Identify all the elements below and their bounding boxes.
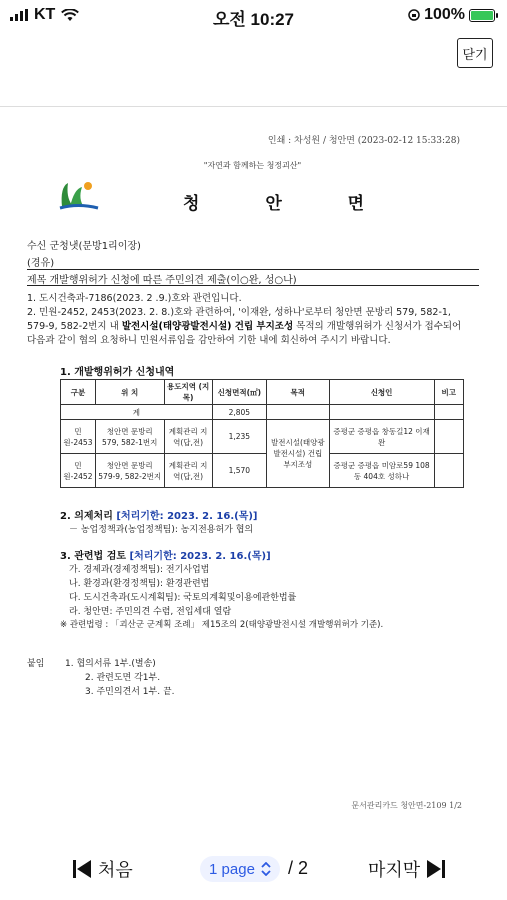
section-1-title: 1. 개발행위허가 신청내역: [60, 367, 175, 378]
section-3-item: 다. 도시건축과(도시계획팀): 국토의계획및이용에관한법률: [69, 593, 297, 603]
cell-purpose: 발전시설(태양광 발전시설) 건립 부지조성: [267, 420, 330, 488]
table-header: 목적: [267, 380, 330, 405]
subject-line: 제목 개발행위허가 신청에 따른 주민의견 제출(이○완, 성○나): [27, 275, 297, 286]
cell-applicant: 증평군 증평읍 창동길12 이재완: [329, 420, 434, 454]
section-3-title: [60, 547, 271, 562]
paragraph-2-text-end: 목적의 개발행위허가 신청서가 접수되어 다음과 같이 협의 요청하니 민원서류임을 감안하여 기한 내에 회신하여 주시기 바랍니다.: [27, 321, 462, 346]
table-header: 비고: [434, 380, 463, 405]
cell-area: 1,235: [212, 420, 266, 454]
carrier-label: KT: [34, 6, 56, 23]
cell-location: 청안면 문방리 579, 582-1번지: [95, 420, 164, 454]
page-total: / 2: [288, 858, 309, 878]
cell-area: 1,570: [212, 454, 266, 488]
total-label: 계: [61, 405, 213, 420]
section-3-label: 3. 관련법 검토: [60, 551, 130, 562]
paragraph-2-text: 2. 민원-2452, 2453(2023. 2. 8.)호와 관련하여, '이재완, 성하나'로부터 청안면 문방리 579, 582-1, 579-9, 582-2번지 내: [27, 307, 451, 332]
document-title: 청 안 면: [183, 194, 395, 214]
last-page-label: 마지막: [368, 860, 421, 880]
cell-zone: 계획관리 지역(답,전): [164, 420, 212, 454]
paragraph-2-bold: 발전시설(태양광발전시설) 건립 부지조성: [121, 321, 294, 332]
section-2-item: － 농업정책과(농업정책팀): 농지전용허가 협의: [69, 525, 254, 535]
attachments-label: 붙임: [27, 659, 45, 669]
skip-to-end-icon: [426, 859, 446, 879]
skip-to-start-icon: [72, 859, 92, 879]
document-viewer[interactable]: [0, 106, 507, 829]
page-navigation: [0, 846, 507, 896]
print-info: 인쇄 : 차성원 / 청안면 (2023-02-12 15:33:28): [267, 136, 460, 146]
goesan-logo-icon: [58, 177, 100, 211]
section-3-item: 나. 환경과(환경정책팀): 환경관련법: [69, 579, 210, 589]
cell-type: 민원-2452: [61, 454, 96, 488]
cell-applicant: 증평군 증평읍 미암로59 108동 404호 성하나: [329, 454, 434, 488]
cell-type: 민원-2453: [61, 420, 96, 454]
paragraph-1: 1. 도시건축과-7186(2023. 2 .9.)호와 관련입니다.: [27, 293, 242, 304]
section-3-deadline: [처리기한: 2023. 2. 16.(목)]: [129, 551, 271, 562]
first-page-label: 처음: [98, 860, 133, 880]
first-page-button[interactable]: [72, 856, 133, 882]
page-select-value: 1 page: [209, 860, 255, 878]
recipient-line: 수신 군청냇(문방1리이장): [27, 241, 141, 252]
battery-icon: [469, 9, 495, 22]
table-row: [61, 420, 464, 454]
last-page-button[interactable]: [368, 856, 446, 882]
section-3-item: 가. 경제과(경제정책팀): 전기사업법: [69, 565, 210, 575]
section-3-item: 라. 청안면: 주민의견 수렴, 전입세대 열람: [69, 607, 232, 617]
table-row: [61, 454, 464, 488]
total-area: 2,805: [212, 405, 266, 420]
section-2-deadline: [처리기한: 2023. 2. 16.(목)]: [116, 511, 258, 522]
attachment-item: 3. 주민의견서 1부. 끝.: [85, 687, 175, 697]
table-header: 구분: [61, 380, 96, 405]
status-right: [408, 6, 495, 24]
close-button[interactable]: 닫기: [457, 38, 493, 68]
chevron-updown-icon: [261, 862, 271, 876]
attachment-item: 1. 협의서류 1부.(별송): [65, 659, 156, 669]
status-bar: [0, 0, 507, 30]
attachment-item: 2. 관련도면 각1부.: [85, 673, 161, 683]
page-select[interactable]: [200, 856, 280, 882]
divider: [27, 285, 479, 286]
table-header: 신청면적(㎡): [212, 380, 266, 405]
divider: [27, 269, 479, 270]
battery-percent: 100%: [424, 6, 465, 23]
section-3-note: ※ 관련법령 : 「괴산군 군계획 조례」 제15조의 2(태양광발전시설 개발행위허가 기준).: [60, 620, 384, 630]
table-header: 신청인: [329, 380, 434, 405]
status-time: 오전 10:27: [212, 10, 295, 29]
document-page: [3, 107, 502, 827]
application-table: [60, 379, 464, 488]
orientation-lock-icon: [408, 9, 420, 21]
section-2-title: [60, 507, 258, 522]
document-footer: 문서관리카드 청안면-2109 1/2: [351, 801, 462, 810]
table-header: 위 치: [95, 380, 164, 405]
cell-zone: 계획관리 지역(답,전): [164, 454, 212, 488]
table-row: [61, 405, 464, 420]
via-line: (경유): [27, 258, 55, 269]
section-2-label: 2. 의제처리: [60, 511, 117, 522]
slogan: "자연과 함께하는 청정괴산": [203, 161, 302, 170]
paragraph-2: [27, 306, 467, 348]
cell-location: 청안면 문방리 579-9, 582-2번지: [95, 454, 164, 488]
table-header: 용도지역 (지목): [164, 380, 212, 405]
